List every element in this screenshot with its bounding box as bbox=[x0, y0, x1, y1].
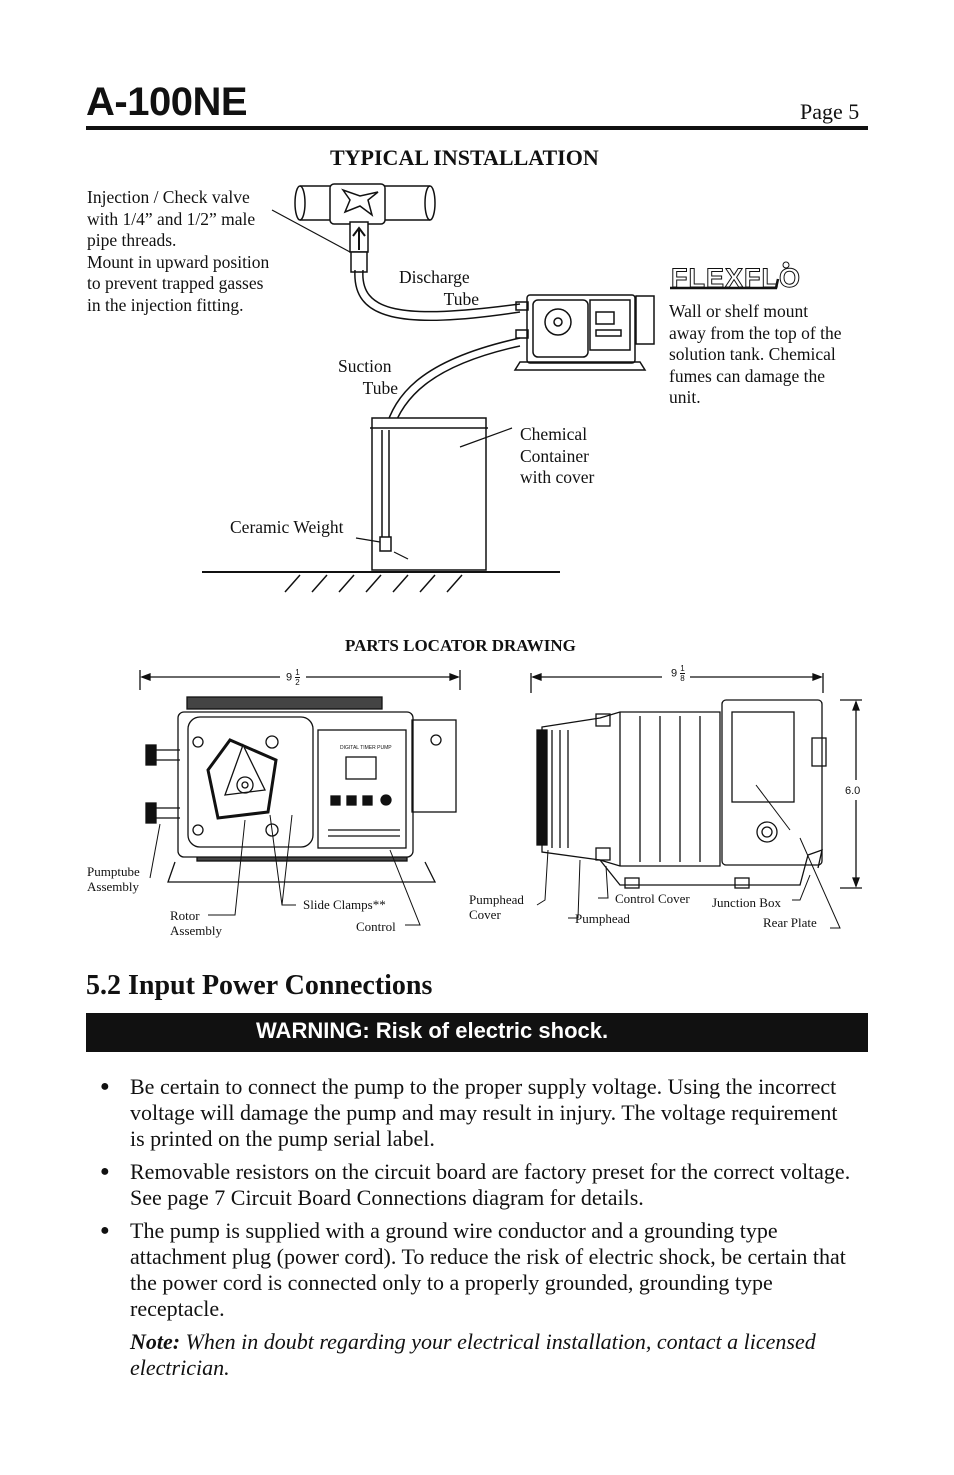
bullet-icon: ● bbox=[100, 1078, 110, 1095]
document-title: A-100NE bbox=[86, 80, 248, 124]
side-view-drawing bbox=[531, 673, 862, 928]
rotor-assembly-label: Rotor Assembly bbox=[170, 908, 222, 938]
bullet-icon: ● bbox=[100, 1222, 110, 1239]
bullet-icon: ● bbox=[100, 1163, 110, 1180]
slide-clamps-label: Slide Clamps** bbox=[303, 897, 386, 912]
electrician-note: Note: When in doubt regarding your electrical installation, contact a licensed electrician. bbox=[130, 1329, 816, 1380]
front-width-dimension: 9 $\frac{1}{2}$ bbox=[286, 668, 300, 687]
chemical-container bbox=[356, 418, 512, 570]
pump-small bbox=[515, 295, 654, 370]
control-label: Control bbox=[356, 919, 396, 934]
warning-banner bbox=[86, 1013, 868, 1052]
typical-installation-heading: TYPICAL INSTALLATION bbox=[330, 145, 599, 170]
pipe-illustration bbox=[295, 184, 435, 272]
injection-valve-note: Injection / Check valve with 1/4” and 1/2” male pipe threads. Mount in upward position to prevent trapped gasses in the injection fitting. bbox=[87, 187, 270, 315]
side-width-dimension: 9 $\frac{1}{8}$ bbox=[671, 664, 685, 683]
flexflo-logo-text: FLEXFLO bbox=[671, 263, 801, 293]
list-item: ● Removable resistors on the circuit board are factory preset for the correct voltage. See page 7 Circuit Board Connections diagram for details. bbox=[100, 1159, 851, 1210]
warning-text: WARNING: Risk of electric shock. bbox=[256, 1018, 609, 1043]
page-number: Page 5 bbox=[800, 99, 860, 124]
junction-box-label: Junction Box bbox=[712, 895, 781, 910]
panel-title: DIGITAL TIMER PUMP bbox=[340, 745, 392, 751]
height-dimension: 6.0 bbox=[845, 785, 861, 797]
power-bullet-list bbox=[86, 1074, 856, 1329]
rear-plate-label: Rear Plate bbox=[763, 915, 817, 930]
parts-locator-heading: PARTS LOCATOR DRAWING bbox=[345, 636, 576, 655]
list-item: ● Be certain to connect the pump to the proper supply voltage. Using the incorrect voltage will damage the pump and may result in injury. The voltage requirement is printed on the pump serial label. bbox=[100, 1074, 838, 1151]
suction-tube-label: Suction Tube bbox=[338, 356, 398, 398]
pumphead-cover-label: Pumphead Cover bbox=[469, 892, 524, 922]
pumphead-label: Pumphead bbox=[575, 911, 630, 926]
ground-line bbox=[202, 572, 560, 592]
control-cover-label: Control Cover bbox=[615, 891, 690, 906]
front-view-drawing bbox=[140, 670, 460, 925]
discharge-tube-label: Discharge Tube bbox=[399, 267, 479, 309]
section-heading: 5.2 Input Power Connections bbox=[86, 970, 433, 1001]
ceramic-weight-label: Ceramic Weight bbox=[230, 517, 344, 537]
pumptube-assembly-label: Pumptube Assembly bbox=[87, 864, 140, 894]
list-item: ● The pump is supplied with a ground wire conductor and a grounding type attachment plug (power cord). To reduce the risk of electric shock, be certain that the power cord is connected only to a properly grounded, grounding type receptacle. bbox=[100, 1218, 846, 1321]
chemical-container-label: Chemical Container with cover bbox=[520, 424, 595, 487]
mount-note: Wall or shelf mount away from the top of the solution tank. Chemical fumes can damage the unit. bbox=[669, 301, 842, 407]
